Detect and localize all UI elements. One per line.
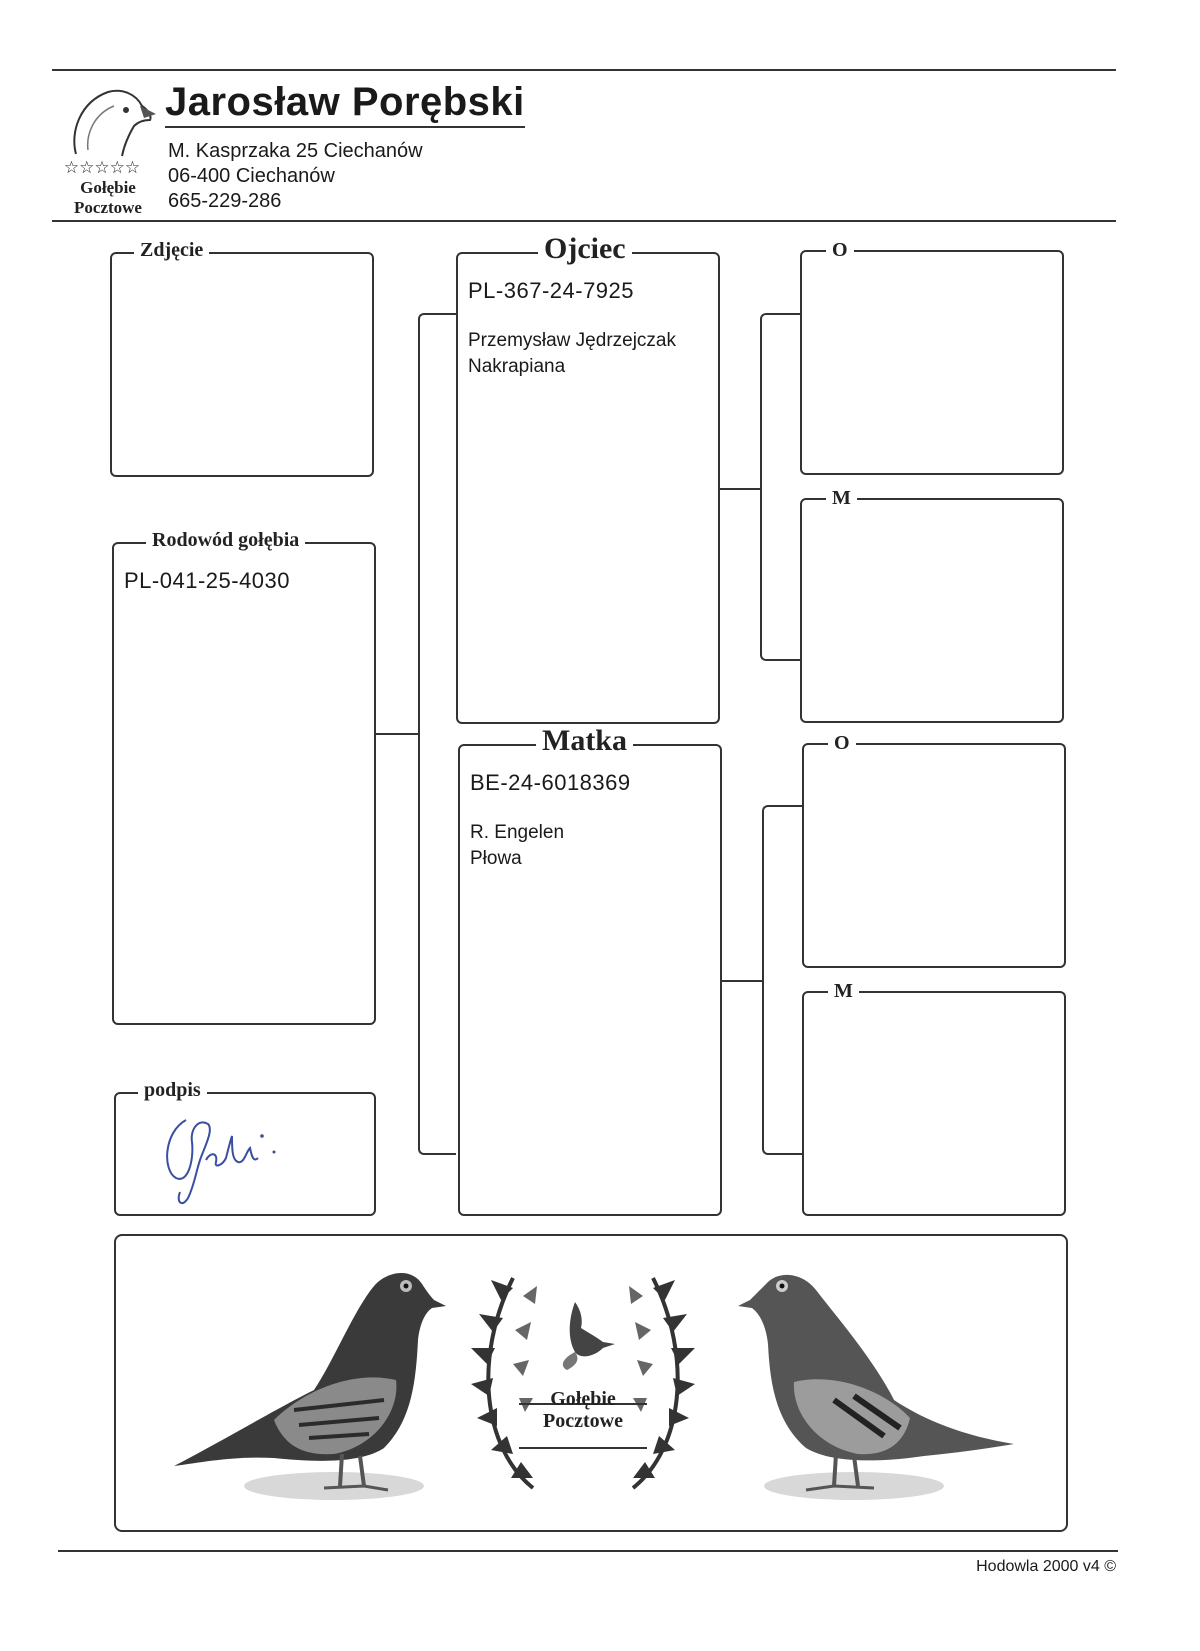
- connector-father-stem: [720, 488, 760, 490]
- connector-mother-stem: [722, 980, 762, 982]
- connector-mother-grandparents: [762, 805, 802, 1155]
- footer-credit: Hodowla 2000 v4 ©: [976, 1558, 1116, 1575]
- header-top-rule: [52, 69, 1116, 71]
- pigeon-ring-number: PL-041-25-4030: [124, 568, 291, 593]
- emblem-text-line1: Gołębie: [550, 1388, 616, 1410]
- emblem-text-line2: Pocztowe: [543, 1410, 623, 1432]
- father-father-label: O: [826, 240, 854, 260]
- father-box-label: Ojciec: [538, 234, 632, 264]
- photo-box-label: Zdjęcie: [134, 240, 209, 260]
- father-color: Nakrapiana: [468, 356, 566, 377]
- signature-box: [114, 1079, 376, 1216]
- father-breeder: Przemysław Jędrzejczak: [468, 330, 676, 351]
- laurel-wreath-emblem: [463, 1248, 703, 1508]
- mother-color: Płowa: [470, 848, 522, 869]
- handwritten-signature: [154, 1108, 304, 1218]
- mother-ring-number: BE-24-6018369: [470, 770, 631, 795]
- address-line-2: 06-400 Ciechanów: [168, 165, 335, 187]
- mother-father-label: O: [828, 733, 856, 753]
- mother-mother-label: M: [828, 981, 859, 1001]
- father-father-box: [800, 239, 1064, 475]
- mother-box-label: Matka: [536, 726, 633, 756]
- photo-box: [110, 239, 374, 477]
- father-box: [456, 232, 720, 724]
- pigeon-left-illustration: [164, 1250, 464, 1510]
- phone-number: 665-229-286: [168, 190, 282, 212]
- logo-text-line1: Gołębie: [80, 178, 136, 197]
- address-line-1: M. Kasprzaka 25 Ciechanów: [168, 140, 423, 162]
- breeder-logo: [58, 80, 158, 220]
- connector-father-grandparents: [760, 313, 800, 661]
- mother-box: [458, 724, 722, 1216]
- mother-breeder: R. Engelen: [470, 822, 565, 843]
- mother-father-box: [802, 732, 1066, 968]
- mother-mother-box: [802, 980, 1066, 1216]
- connector-pigeon-parents: [418, 313, 456, 1155]
- father-mother-label: M: [826, 488, 857, 508]
- father-ring-number: PL-367-24-7925: [468, 278, 635, 303]
- connector-pigeon-stem: [376, 733, 418, 735]
- pigeon-box-label: Rodowód gołębia: [146, 530, 305, 550]
- logo-stars: ☆☆☆☆☆: [63, 158, 141, 177]
- signature-box-label: podpis: [138, 1080, 207, 1100]
- logo-text-line2: Pocztowe: [74, 198, 142, 217]
- pigeon-right-illustration: [724, 1250, 1024, 1510]
- footer-rule: [58, 1550, 1118, 1552]
- illustration-box: [114, 1234, 1068, 1532]
- father-mother-box: [800, 487, 1064, 723]
- header-bottom-rule: [52, 220, 1116, 222]
- pigeon-box: [112, 529, 376, 1025]
- breeder-name: Jarosław Porębski: [165, 80, 525, 128]
- pigeon-head-icon: [58, 80, 158, 160]
